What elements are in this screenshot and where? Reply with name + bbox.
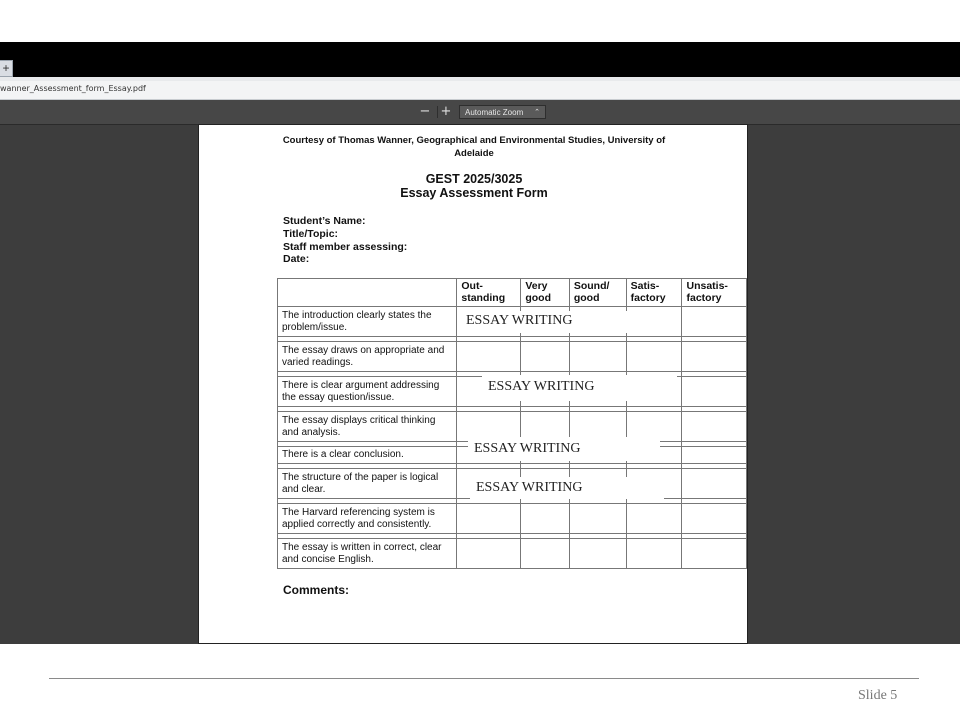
rating-cell: [682, 412, 747, 442]
rating-cell: [521, 504, 570, 534]
rating-cell: [457, 539, 521, 569]
header-unsatisfactory: Unsatis- factory: [682, 279, 747, 307]
essay-writing-label: ESSAY WRITING: [482, 375, 677, 401]
rating-cell: [682, 504, 747, 534]
header-outstanding: Out- standing: [457, 279, 521, 307]
rating-cell: [682, 307, 747, 337]
header-sound-good: Sound/ good: [569, 279, 626, 307]
rating-cell: [457, 342, 521, 372]
rating-cell: [682, 539, 747, 569]
chevron-icon: ⌃: [534, 109, 540, 116]
rating-cell: [682, 469, 747, 499]
zoom-level-label: Automatic Zoom: [465, 108, 524, 117]
criterion-cell: The Harvard referencing system is applied correctly and consistently.: [278, 504, 457, 534]
footer-divider: [49, 678, 919, 679]
rating-cell: [682, 377, 747, 407]
comments-label: Comments:: [283, 583, 350, 597]
pdf-viewer: [0, 100, 960, 644]
rating-cell: [521, 342, 570, 372]
pdf-toolbar: [0, 100, 960, 125]
rating-cell: [569, 342, 626, 372]
field-student-name: Student’s Name:: [283, 215, 366, 227]
field-date: Date:: [283, 253, 310, 266]
course-code: GEST 2025/3025: [425, 172, 523, 186]
browser-top-bar: [0, 42, 960, 77]
new-tab-button[interactable]: +: [0, 60, 13, 77]
rating-cell: [521, 539, 570, 569]
rating-cell: [569, 539, 626, 569]
criterion-cell: There is clear argument addressing the essay question/issue.: [278, 377, 457, 407]
zoom-out-button[interactable]: −: [419, 104, 431, 119]
criterion-cell: The introduction clearly states the problem/issue.: [278, 307, 457, 337]
form-title: Essay Assessment Form: [400, 186, 548, 200]
slide-number: Slide 5: [858, 688, 898, 703]
address-bar[interactable]: [0, 81, 960, 100]
criterion-cell: The essay draws on appropriate and varied readings.: [278, 342, 457, 372]
criterion-cell: The structure of the paper is logical and clear.: [278, 469, 457, 499]
rating-cell: [682, 447, 747, 464]
field-staff-member: Staff member assessing:: [283, 240, 408, 253]
form-fields: [283, 215, 407, 266]
zoom-select[interactable]: [459, 105, 546, 119]
table-header-row: [278, 279, 747, 307]
header-very-good: Very good: [521, 279, 570, 307]
rating-cell: [626, 539, 682, 569]
essay-writing-label: ESSAY WRITING: [468, 437, 660, 461]
essay-writing-label: ESSAY WRITING: [470, 477, 664, 499]
table-row: [278, 504, 747, 534]
courtesy-text: [199, 134, 749, 160]
table-row: [278, 539, 747, 569]
rating-cell: [569, 504, 626, 534]
rating-cell: [626, 504, 682, 534]
rating-cell: [682, 342, 747, 372]
form-heading: [199, 172, 749, 200]
field-title-topic: Title/Topic:: [283, 227, 339, 240]
criteria-header-cell: [278, 279, 457, 307]
table-row: [278, 342, 747, 372]
criterion-cell: The essay displays critical thinking and analysis.: [278, 412, 457, 442]
rating-cell: [626, 342, 682, 372]
courtesy-line-2: Adelaide: [454, 148, 494, 159]
header-satisfactory: Satis- factory: [626, 279, 682, 307]
toolbar-separator: [437, 106, 438, 118]
courtesy-line-1: Courtesy of Thomas Wanner, Geographical and Environmental Studies, University of: [282, 135, 666, 146]
rating-cell: [457, 504, 521, 534]
zoom-in-button[interactable]: +: [440, 104, 452, 119]
criterion-cell: There is a clear conclusion.: [278, 447, 457, 464]
url-text: wanner_Assessment_form_Essay.pdf: [0, 84, 146, 93]
essay-writing-label: ESSAY WRITING: [460, 311, 654, 333]
criterion-cell: The essay is written in correct, clear and concise English.: [278, 539, 457, 569]
